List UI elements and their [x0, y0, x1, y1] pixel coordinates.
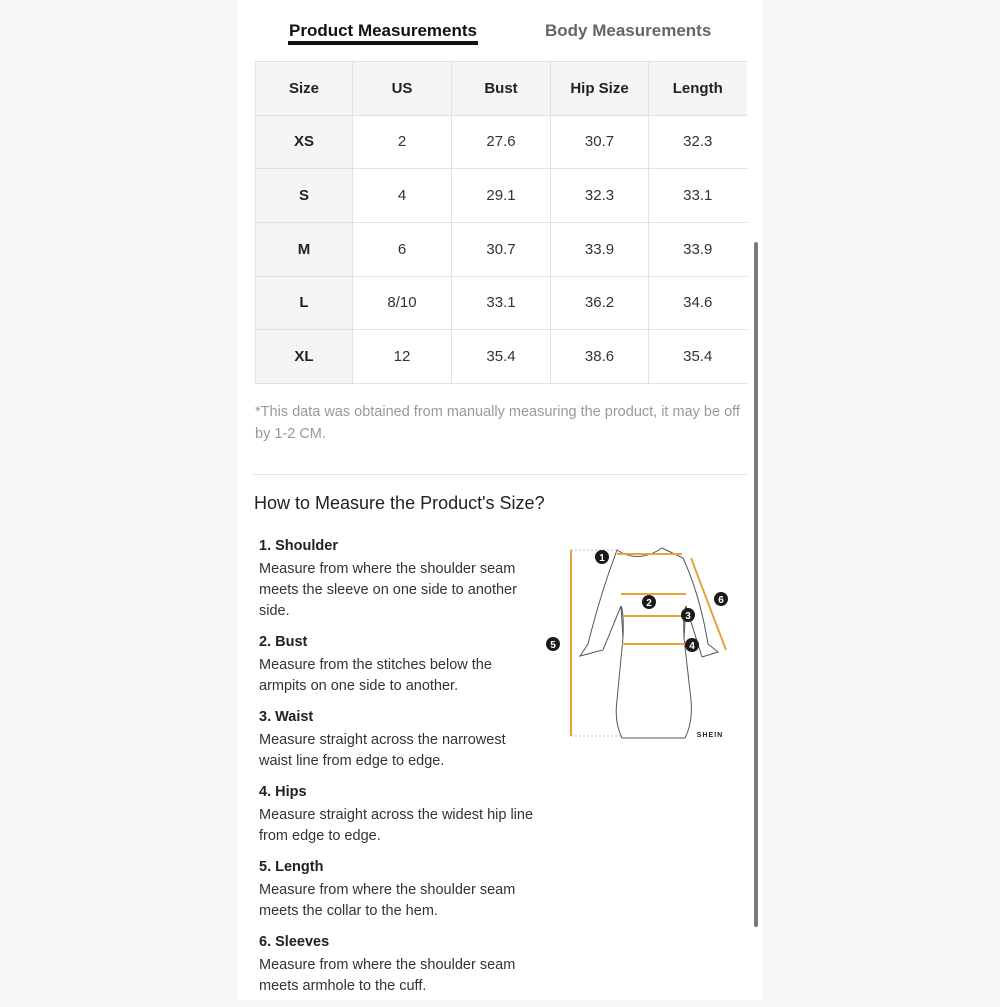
brand-logo: SHEIN	[696, 732, 724, 739]
marker-3	[681, 608, 695, 622]
step-description: Measure straight across the widest hip line from edge to edge.	[259, 807, 534, 844]
scrollbar[interactable]	[754, 242, 758, 927]
marker-4	[685, 638, 699, 652]
step-hips	[259, 782, 534, 847]
step-shoulder	[259, 536, 534, 622]
how-to-measure-title: How to Measure the Product's Size?	[254, 493, 545, 513]
table-cell-size: XL	[256, 330, 353, 384]
table-row	[256, 330, 747, 384]
table-cell: 34.6	[649, 276, 747, 330]
step-title: 6. Sleeves	[259, 934, 330, 950]
step-title: 3. Waist	[259, 709, 314, 725]
step-title: 2. Bust	[259, 634, 308, 650]
step-sleeves	[259, 932, 534, 997]
column-header: US	[353, 62, 452, 116]
table-cell: 30.7	[452, 222, 551, 276]
table-cell: 33.9	[649, 222, 747, 276]
table-cell-size: XS	[256, 115, 353, 169]
table-cell: 35.4	[452, 330, 551, 384]
marker-label: 5	[550, 640, 556, 651]
active-tab-indicator	[288, 41, 478, 45]
table-cell: 33.1	[649, 169, 747, 223]
step-description: Measure straight across the narrowest waist line from edge to edge.	[259, 732, 506, 769]
table-cell: 33.9	[551, 222, 649, 276]
table-row	[256, 115, 747, 169]
table-header-row	[256, 62, 747, 116]
column-header: Bust	[452, 62, 551, 116]
step-title: 1. Shoulder	[259, 538, 338, 554]
table-cell: 30.7	[551, 115, 649, 169]
guide-lines	[571, 550, 622, 736]
step-title: 5. Length	[259, 859, 324, 875]
table-cell: 6	[353, 222, 452, 276]
marker-label: 1	[599, 553, 605, 564]
marker-label: 3	[685, 611, 691, 622]
marker-6	[714, 592, 728, 606]
dress-measurement-diagram	[540, 540, 735, 745]
size-table	[255, 61, 747, 384]
table-cell: 4	[353, 169, 452, 223]
marker-label: 2	[646, 598, 652, 609]
table-cell: 32.3	[649, 115, 747, 169]
table-cell: 35.4	[649, 330, 747, 384]
measurement-steps	[259, 536, 534, 1007]
measurement-lines	[571, 550, 726, 736]
table-cell: 36.2	[551, 276, 649, 330]
table-cell-size: L	[256, 276, 353, 330]
step-description: Measure from the stitches below the armpits on one side to another.	[259, 657, 492, 694]
table-row	[256, 222, 747, 276]
step-length	[259, 857, 534, 922]
table-cell: 8/10	[353, 276, 452, 330]
marker-5	[546, 637, 560, 651]
table-cell-size: M	[256, 222, 353, 276]
step-waist	[259, 707, 534, 772]
table-row	[256, 276, 747, 330]
step-bust	[259, 632, 534, 697]
tab-product-measurements[interactable]: Product Measurements	[289, 21, 477, 40]
table-row	[256, 169, 747, 223]
step-description: Measure from where the shoulder seam meets the collar to the hem.	[259, 882, 516, 919]
tab-body-measurements[interactable]: Body Measurements	[545, 21, 712, 40]
column-header: Hip Size	[551, 62, 649, 116]
marker-2	[642, 595, 656, 609]
table-cell: 29.1	[452, 169, 551, 223]
table-cell-size: S	[256, 169, 353, 223]
section-divider	[253, 474, 747, 475]
marker-1	[595, 550, 609, 564]
table-cell: 38.6	[551, 330, 649, 384]
marker-label: 6	[718, 595, 724, 606]
table-cell: 2	[353, 115, 452, 169]
marker-label: 4	[689, 641, 695, 652]
column-header: Size	[256, 62, 353, 116]
step-description: Measure from where the shoulder seam meets the sleeve on one side to another side.	[259, 561, 517, 619]
step-description: Measure from where the shoulder seam meets armhole to the cuff.	[259, 957, 516, 994]
column-header: Length	[649, 62, 747, 116]
table-cell: 12	[353, 330, 452, 384]
step-title: 4. Hips	[259, 784, 307, 800]
table-cell: 27.6	[452, 115, 551, 169]
measurement-disclaimer: *This data was obtained from manually measuring the product, it may be off by 1-2 CM.	[255, 404, 740, 442]
table-cell: 33.1	[452, 276, 551, 330]
table-cell: 32.3	[551, 169, 649, 223]
